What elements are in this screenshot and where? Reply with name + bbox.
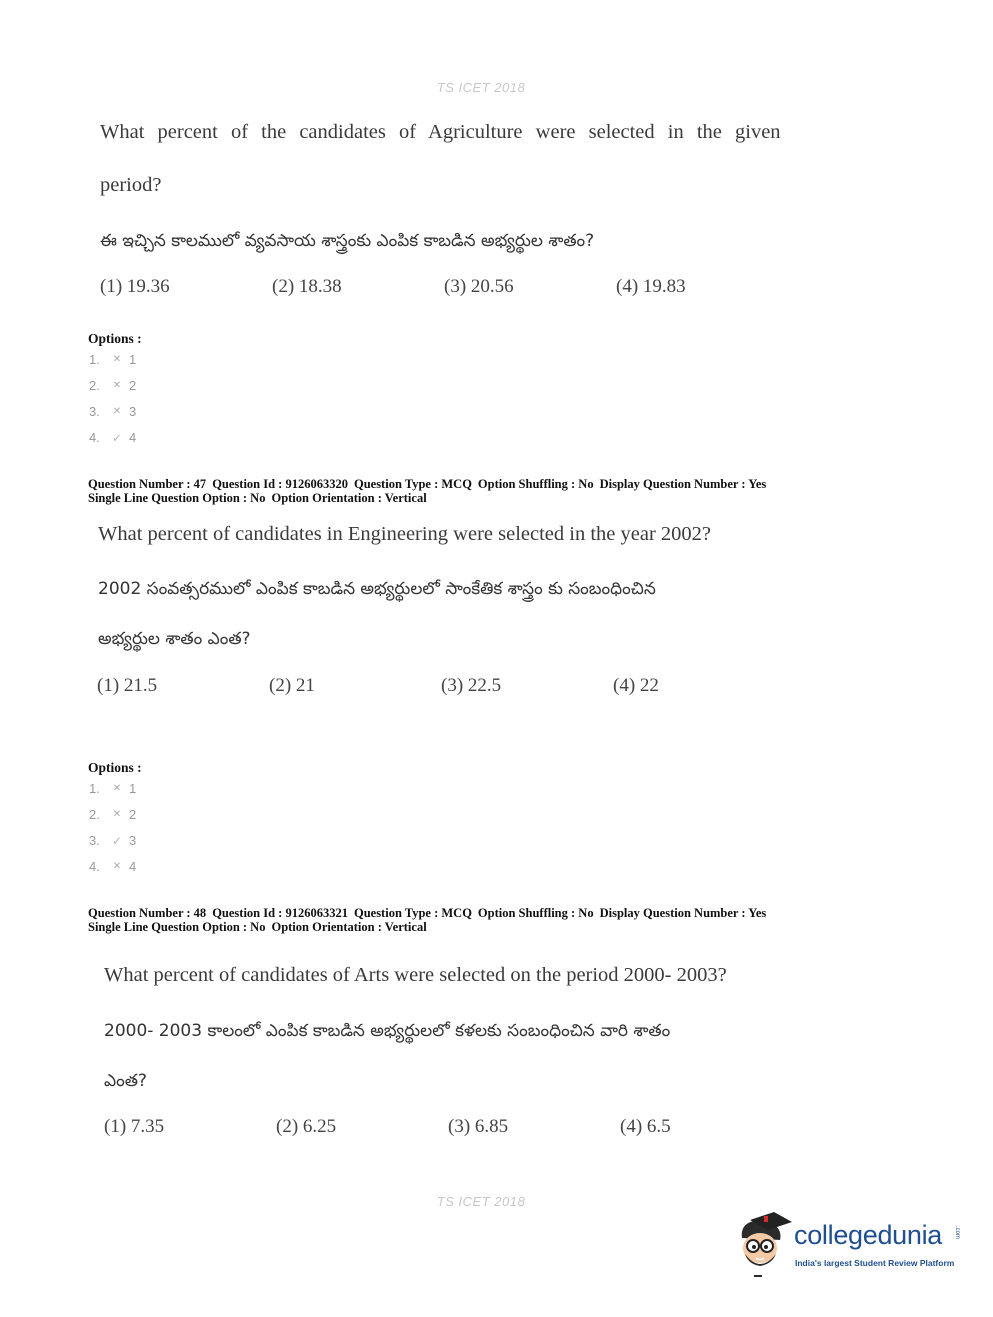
choice-4: (4) 22 (613, 675, 659, 696)
choice-3: (3) 22.5 (441, 675, 502, 696)
question-type: Question Type : MCQ (353, 477, 472, 491)
question-type: Question Type : MCQ (353, 906, 472, 920)
question-48-choices (104, 1116, 792, 1138)
options-heading: Options : (88, 760, 142, 775)
question-47-choices (97, 675, 785, 697)
question-46-options (89, 347, 136, 451)
option-row (89, 828, 136, 854)
question-47-options (89, 776, 136, 880)
mascot-icon (736, 1212, 794, 1282)
header-watermark: TS ICET 2018 (436, 80, 526, 95)
option-row (89, 373, 136, 399)
brand-tagline: India's largest Student Review Platform (795, 1258, 955, 1268)
choice-2: (2) 6.25 (276, 1116, 337, 1137)
cross-icon: ✕ (112, 380, 122, 391)
option-number: 4. (89, 430, 100, 445)
footer-watermark: TS ICET 2018 (436, 1194, 526, 1209)
question-48-metadata (88, 906, 772, 934)
option-number: 1. (89, 352, 100, 367)
display-question-number: Display Question Number : Yes (599, 477, 767, 491)
choice-1: (1) 19.36 (100, 276, 170, 297)
cross-icon: ✕ (112, 783, 122, 794)
option-shuffling: Option Shuffling : No (477, 906, 594, 920)
single-line-option: Single Line Question Option : No (88, 920, 266, 934)
question-47-text: What percent of candidates in Engineering were selected in the year 2002? (98, 523, 712, 545)
option-value: 2 (129, 807, 137, 822)
option-value: 4 (129, 859, 137, 874)
choice-3: (3) 6.85 (448, 1116, 509, 1137)
cross-icon: ✕ (112, 809, 122, 820)
brand-name: collegedunia (794, 1220, 943, 1250)
choice-2: (2) 21 (269, 675, 315, 696)
question-number: Question Number : 47 (88, 477, 207, 491)
single-line-option: Single Line Question Option : No (88, 491, 266, 505)
collegedunia-logo (736, 1212, 966, 1282)
option-number: 3. (89, 833, 100, 848)
choice-2: (2) 18.38 (272, 276, 342, 297)
option-value: 4 (129, 430, 137, 445)
question-number: Question Number : 48 (88, 906, 207, 920)
option-row (89, 347, 136, 373)
option-row (89, 854, 136, 880)
question-46-text-line2: period? (100, 174, 162, 196)
option-row (89, 776, 136, 802)
option-number: 2. (89, 378, 100, 393)
question-46-text-line1: What percent of the candidates of Agriculture were selected in the given (100, 121, 781, 143)
checkmark-icon: ✓ (111, 431, 123, 445)
option-number: 4. (89, 859, 100, 874)
options-heading: Options : (88, 331, 142, 346)
question-id: Question Id : 9126063320 (212, 477, 348, 491)
display-question-number: Display Question Number : Yes (599, 906, 767, 920)
metadata-line2 (88, 491, 772, 505)
question-47-telugu-line2: అభ్యర్థుల శాతం ఎంత? (98, 629, 251, 649)
option-value: 1 (129, 352, 137, 367)
metadata-line2 (88, 920, 772, 934)
option-row (89, 399, 136, 425)
option-orientation: Option Orientation : Vertical (271, 491, 427, 505)
option-row (89, 425, 136, 451)
choice-1: (1) 21.5 (97, 675, 158, 696)
option-number: 2. (89, 807, 100, 822)
option-value: 2 (129, 378, 137, 393)
option-orientation: Option Orientation : Vertical (271, 920, 427, 934)
choice-1: (1) 7.35 (104, 1116, 165, 1137)
question-48-telugu-line2: ఎంత? (104, 1071, 147, 1091)
option-value: 1 (129, 781, 137, 796)
question-47-metadata (88, 477, 772, 505)
option-shuffling: Option Shuffling : No (477, 477, 594, 491)
cross-icon: ✕ (112, 406, 122, 417)
question-46-choices (100, 276, 788, 298)
choice-4: (4) 19.83 (616, 276, 686, 297)
choice-3: (3) 20.56 (444, 276, 514, 297)
question-id: Question Id : 9126063321 (212, 906, 348, 920)
cross-icon: ✕ (112, 861, 122, 872)
option-value: 3 (129, 833, 137, 848)
metadata-line1 (88, 906, 772, 920)
question-48-text: What percent of candidates of Arts were selected on the period 2000- 2003? (104, 964, 727, 986)
option-value: 3 (129, 404, 137, 419)
brand-suffix: .com (954, 1226, 960, 1240)
question-46-telugu-text: ఈ ఇచ్చిన కాలములో వ్యవసాయ శాస్త్రంకు ఎంపిక కాబడిన అభ్యర్థుల శాతం? (100, 231, 595, 251)
metadata-line1 (88, 477, 772, 491)
choice-4: (4) 6.5 (620, 1116, 671, 1137)
cross-icon: ✕ (112, 354, 122, 365)
option-number: 3. (89, 404, 100, 419)
question-47-telugu-line1: 2002 సంవత్సరములో ఎంపిక కాబడిన అభ్యర్థులలో సాంకేతిక శాస్త్రం కు సంబంధించిన (98, 579, 656, 599)
question-48-telugu-line1: 2000- 2003 కాలంలో ఎంపిక కాబడిన అభ్యర్థులలో కళలకు సంబంధించిన వారి శాతం (104, 1021, 671, 1041)
option-number: 1. (89, 781, 100, 796)
checkmark-icon: ✓ (111, 834, 123, 848)
option-row (89, 802, 136, 828)
